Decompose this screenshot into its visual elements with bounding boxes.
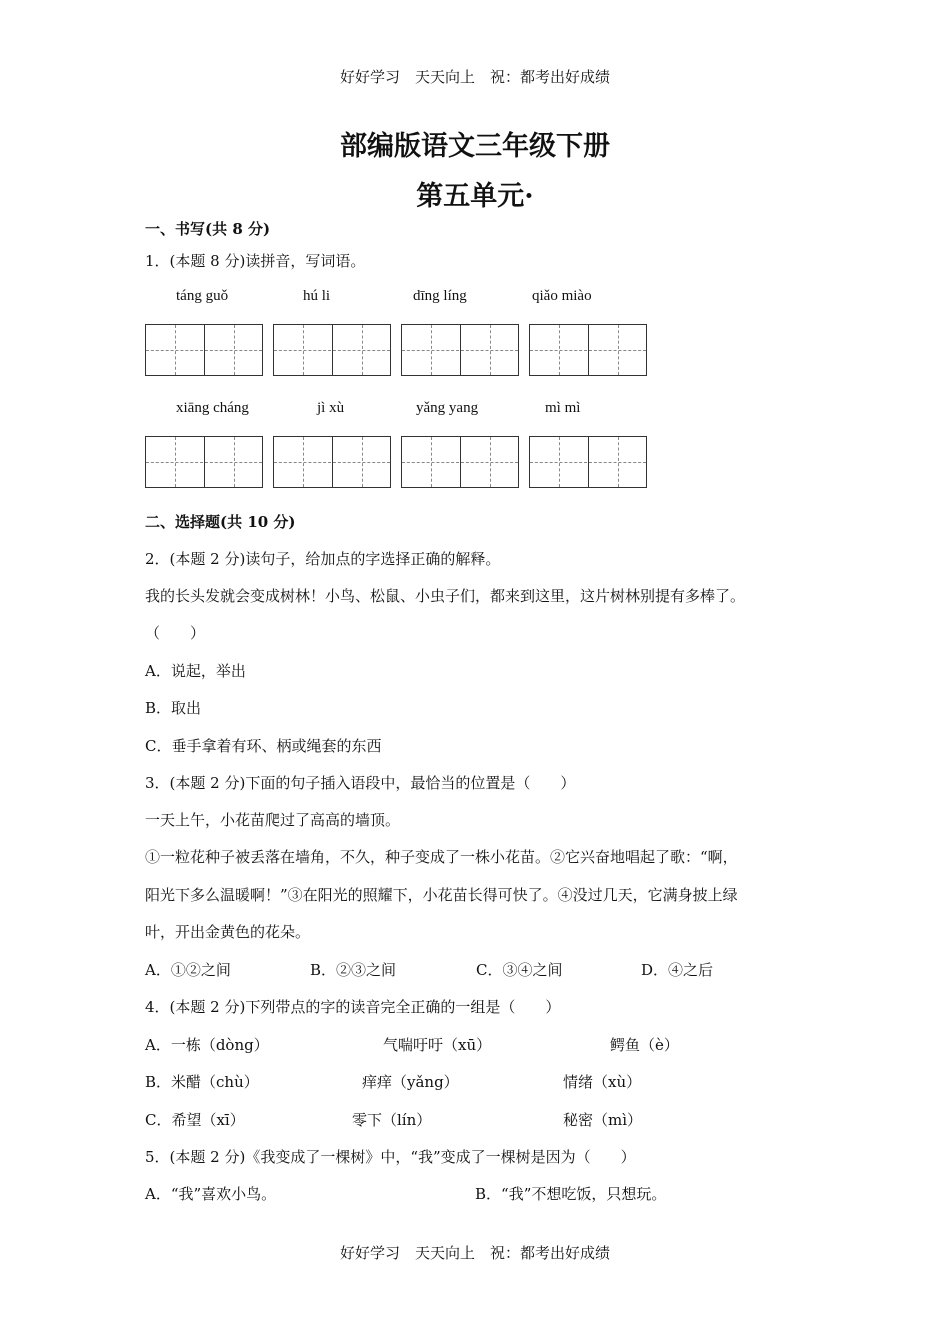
question-2-sentence: 我的长头发就会变成树林！小鸟、松鼠、小虫子们，都来到这里，这片树林别提有多棒了。: [145, 587, 746, 605]
option-b-item: 痒痒（yǎng）: [362, 1073, 459, 1091]
option-a: A．“我”喜欢小鸟。: [145, 1185, 277, 1203]
option-a-item: 气喘吁吁（xū）: [383, 1036, 492, 1054]
question-3-stem: 3．(本题 2 分)下面的句子插入语段中，最恰当的位置是（ ）: [145, 774, 576, 792]
option-c-item: 秘密（mì）: [563, 1111, 643, 1129]
option-c: C．③④之间: [476, 961, 563, 979]
pinyin-label: jì xù: [317, 400, 345, 416]
answer-paren: （ ）: [145, 624, 206, 642]
question-2-stem: 2．(本题 2 分)读句子，给加点的字选择正确的解释。: [145, 550, 501, 568]
option-b: B．取出: [145, 699, 202, 717]
writing-grid-box[interactable]: [401, 324, 519, 376]
question-3-insert-sentence: 一天上午，小花苗爬过了高高的墙顶。: [145, 811, 401, 829]
pinyin-label: dīng líng: [413, 288, 467, 304]
option-c: C．垂手拿着有环、柄或绳套的东西: [145, 737, 382, 755]
writing-grid-box[interactable]: [529, 436, 647, 488]
option-a: A．说起，举出: [145, 662, 246, 680]
pinyin-label: mì mì: [545, 400, 581, 416]
option-b: B．米醋（chù）: [145, 1073, 259, 1091]
writing-grid-box[interactable]: [273, 324, 391, 376]
pinyin-label: hú li: [303, 288, 331, 304]
pinyin-label: táng guǒ: [176, 288, 229, 304]
option-a-item: 鳄鱼（è）: [610, 1036, 679, 1054]
writing-grid-box[interactable]: [145, 436, 263, 488]
question-4-stem: 4．(本题 2 分)下列带点的字的读音完全正确的一组是（ ）: [145, 998, 561, 1016]
unit-title: 第五单元·: [416, 181, 534, 212]
option-a: A．①②之间: [145, 961, 231, 979]
option-c: C．希望（xī）: [145, 1111, 245, 1129]
question-3-passage-line: ①一粒花种子被丢落在墙角，不久，种子变成了一株小花苗。②它兴奋地唱起了歌：“啊，: [145, 848, 738, 866]
page-footer: 好好学习 天天向上 祝：都考出好成绩: [339, 1244, 610, 1262]
pinyin-label: yǎng yang: [416, 400, 479, 416]
page-header: 好好学习 天天向上 祝：都考出好成绩: [339, 68, 610, 86]
question-3-passage-line: 叶，开出金黄色的花朵。: [145, 923, 311, 941]
option-b: B．②③之间: [310, 961, 397, 979]
pinyin-label: xiāng cháng: [176, 400, 249, 416]
question-5-stem: 5．(本题 2 分)《我变成了一棵树》中，“我”变成了一棵树是因为（ ）: [145, 1148, 636, 1166]
option-b: B．“我”不想吃饭，只想玩。: [475, 1185, 667, 1203]
writing-grid-box[interactable]: [145, 324, 263, 376]
option-a: A．一栋（dòng）: [145, 1036, 269, 1054]
option-b-item: 情绪（xù）: [563, 1073, 642, 1091]
section-heading-writing: 一、书写(共 8 分): [145, 220, 271, 238]
pinyin-label: qiǎo miào: [532, 288, 592, 304]
option-d: D．④之后: [641, 961, 714, 979]
option-c-item: 零下（lín）: [352, 1111, 432, 1129]
page-title: 部编版语文三年级下册: [340, 131, 610, 162]
writing-grid-box[interactable]: [529, 324, 647, 376]
writing-grid-box[interactable]: [401, 436, 519, 488]
writing-grid-box[interactable]: [273, 436, 391, 488]
section-heading-choice: 二、选择题(共 10 分): [145, 513, 296, 531]
question-1-stem: 1．(本题 8 分)读拼音，写词语。: [145, 252, 366, 270]
question-3-passage-line: 阳光下多么温暖啊！”③在阳光的照耀下，小花苗长得可快了。④没过几天，它满身披上绿: [145, 886, 738, 904]
